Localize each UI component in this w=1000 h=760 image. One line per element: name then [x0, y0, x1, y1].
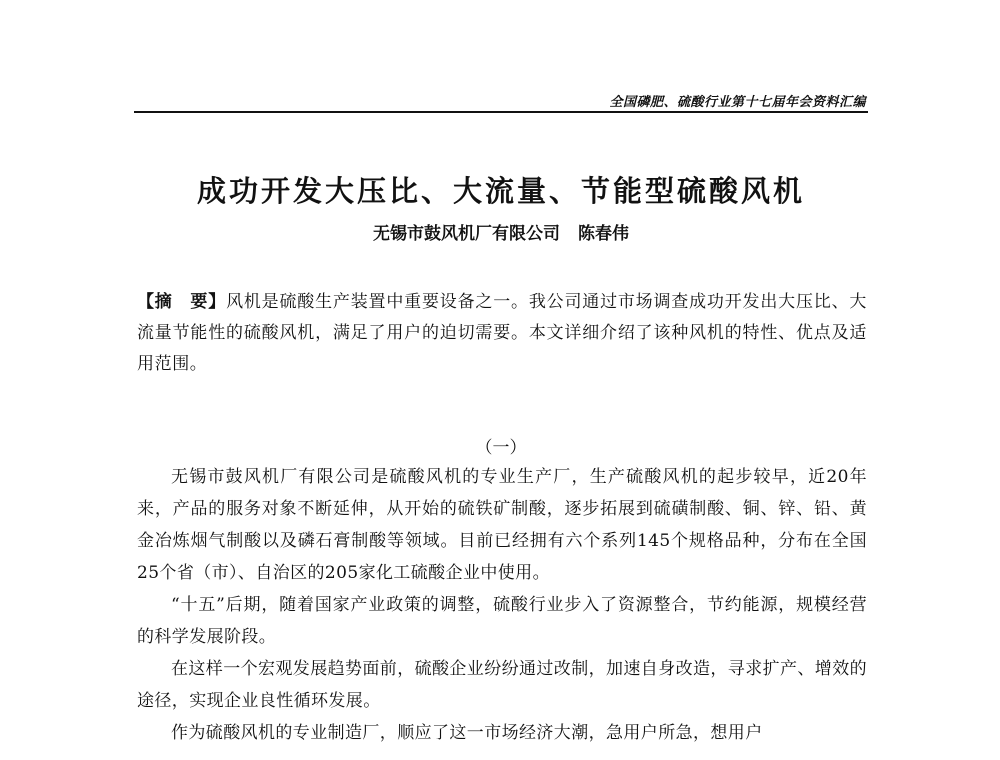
section-heading: （一）: [475, 438, 527, 458]
abstract-text: 风机是硫酸生产装置中重要设备之一。我公司通过市场调查成功开发出大压比、大流量节能性的硫酸风机，满足了用户的迫切需要。本文详细介绍了该种风机的特性、优点及适用范围。: [137, 292, 868, 374]
author-organization: 无锡市鼓风机厂有限公司: [373, 224, 560, 244]
body-paragraph: 无锡市鼓风机厂有限公司是硫酸风机的专业生产厂，生产硫酸风机的起步较早，近20年来，产品的服务对象不断延伸，从开始的硫铁矿制酸，逐步拓展到硫磺制酸、铜、锌、铅、黄金冶炼烟气制酸以及磷石膏制酸等领域。目前已经拥有六个系列145个规格品种，分布在全国25个省（市）、自治区的205家化工硫酸企业中使用。: [137, 467, 867, 583]
header-rule: [134, 111, 868, 113]
abstract: [137, 287, 867, 380]
author-name: 陈春伟: [578, 224, 629, 244]
abstract-label: 【摘 要】: [137, 292, 227, 312]
body-paragraph: 在这样一个宏观发展趋势面前，硫酸企业纷纷通过改制，加速自身改造，寻求扩产、增效的途径，实现企业良性循环发展。: [137, 659, 867, 711]
running-header: 全国磷肥、硫酸行业第十七届年会资料汇编: [609, 95, 866, 110]
byline: [134, 219, 868, 244]
body-paragraph: 作为硫酸风机的专业制造厂，顺应了这一市场经济大潮，急用户所急，想用户: [171, 723, 763, 743]
body-text: [137, 461, 867, 749]
body-paragraph: “十五”后期，随着国家产业政策的调整，硫酸行业步入了资源整合，节约能源，规模经营的科学发展阶段。: [137, 595, 867, 647]
article-title: 成功开发大压比、大流量、节能型硫酸风机: [196, 174, 805, 208]
